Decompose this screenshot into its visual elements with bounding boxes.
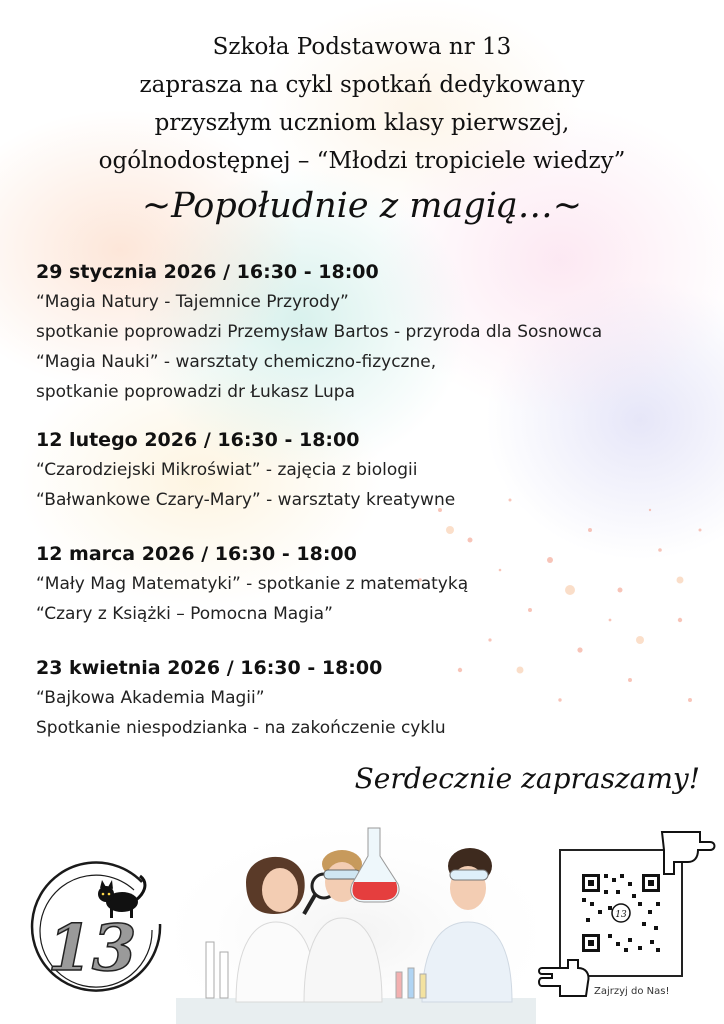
qr-code-icon[interactable] bbox=[538, 828, 718, 1008]
event-line: spotkanie poprowadzi dr Łukasz Lupa bbox=[36, 382, 356, 402]
event-date: 12 marca 2026 / 16:30 - 18:00 bbox=[36, 543, 357, 565]
event-date: 12 lutego 2026 / 16:30 - 18:00 bbox=[36, 429, 360, 451]
event-line: “Bałwankowe Czary-Mary” - warsztaty kreatywne bbox=[36, 490, 456, 510]
closing-invitation: Serdecznie zapraszamy! bbox=[354, 762, 700, 795]
pointing-hand-icon bbox=[662, 832, 715, 874]
event-4 bbox=[36, 653, 696, 743]
event-line: “Magia Natury - Tajemnice Przyrody” bbox=[36, 292, 349, 312]
event-line: “Magia Nauki” - warsztaty chemiczno-fizyczne, bbox=[36, 352, 437, 372]
invitation-header bbox=[0, 28, 724, 180]
header-line-school: Szkoła Podstawowa nr 13 bbox=[212, 34, 512, 60]
event-date: 29 stycznia 2026 / 16:30 - 18:00 bbox=[36, 261, 379, 283]
event-2 bbox=[36, 425, 696, 515]
event-3 bbox=[36, 539, 696, 629]
event-line: “Czarodziejski Mikroświat” - zajęcia z biologii bbox=[36, 460, 418, 480]
header-line-invite: zaprasza na cykl spotkań dedykowany bbox=[139, 72, 585, 98]
header-line-audience: przyszłym uczniom klasy pierwszej, bbox=[154, 110, 570, 136]
event-line: Spotkanie niespodzianka - na zakończenie cyklu bbox=[36, 718, 446, 738]
logo-number: 13 bbox=[47, 911, 137, 986]
event-line: spotkanie poprowadzi Przemysław Bartos - przyroda dla Sosnowca bbox=[36, 322, 603, 342]
event-line: “Czary z Książki – Pomocna Magia” bbox=[36, 604, 333, 624]
qr-caption: Zajrzyj do Nas! bbox=[594, 986, 670, 997]
event-line: “Mały Mag Matematyki” - spotkanie z matematyką bbox=[36, 574, 469, 594]
svg-text:13: 13 bbox=[615, 910, 627, 920]
school-13-cat-logo-icon bbox=[22, 854, 172, 1004]
event-date: 23 kwietnia 2026 / 16:30 - 18:00 bbox=[36, 657, 383, 679]
page-title: ~Popołudnie z magią…~ bbox=[141, 186, 583, 226]
event-line: “Bajkowa Akademia Magii” bbox=[36, 688, 265, 708]
children-science-photo bbox=[176, 822, 536, 1024]
header-line-cycle-name: ogólnodostępnej – “Młodzi tropiciele wiedzy” bbox=[98, 148, 626, 174]
event-1 bbox=[36, 257, 696, 407]
